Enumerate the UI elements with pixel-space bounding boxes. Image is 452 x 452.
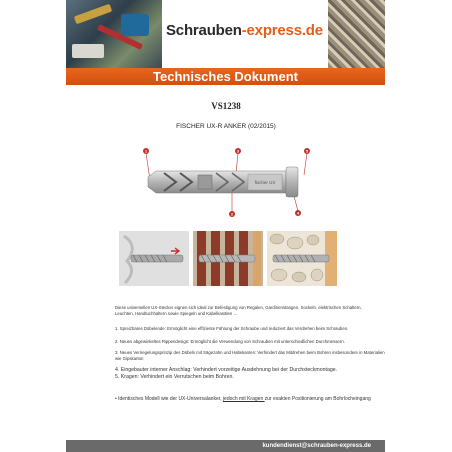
feature-1: 1. Spreizbares Dübelende: Ermöglicht eine effiziente Führung der Schraube und reduziert das Verdrehen beim Schrauben. bbox=[115, 326, 349, 331]
anchor-illustration bbox=[136, 145, 316, 220]
svg-text:5: 5 bbox=[305, 148, 309, 154]
feature-4: 4. Eingebauter interner Anschlag: Verhindert vorzeitige Ausdehnung bei der Durchsteckmontage. bbox=[115, 367, 338, 373]
logo-accent: -express.de bbox=[241, 22, 323, 39]
header bbox=[66, 0, 385, 68]
svg-text:3: 3 bbox=[236, 148, 240, 154]
svg-text:2: 2 bbox=[230, 211, 234, 217]
feature-3: 3. Neues Verriegelungsprinzip des Dübels mit Sägezahn und Haltekanten: Verhindert das Mitdrehen beim Bohren insbesondere in Materialien wie Gipskarton bbox=[115, 350, 385, 361]
drywall-photo bbox=[119, 231, 189, 286]
banner: Technisches Dokument bbox=[66, 68, 385, 85]
product-name: FISCHER UX-R ANKER (02/2015) bbox=[176, 123, 276, 130]
tools-photo bbox=[66, 0, 162, 68]
document-id: VS1238 bbox=[211, 101, 241, 111]
brick-photo bbox=[193, 231, 263, 286]
feature-2: 2. Neues abgewinkeltes Rippendesign: Ermöglicht die Verwendung von Schrauben mit unterschiedlichen Durchmessern. bbox=[115, 339, 345, 344]
stone-photo bbox=[267, 231, 337, 286]
footer bbox=[66, 440, 385, 452]
screws-photo bbox=[328, 0, 385, 68]
application-photos bbox=[119, 231, 337, 286]
feature-5: 5. Kragen: Verhindert ein Verrutschen beim Bohren. bbox=[115, 374, 234, 380]
svg-text:4: 4 bbox=[296, 210, 300, 216]
logo-main: Schrauben bbox=[166, 22, 242, 39]
intro-text: Diese universellen UX-Stecker eignen sich ideal zur Befestigung von Regalen, Gardinenstangen, Sockeln, elektrischen Schaltern, Leuchten, Handtuchhaltern sowie Spiegeln und Kabelkanälen ... bbox=[115, 305, 362, 316]
logo bbox=[166, 22, 323, 39]
model-note: • Identisches Modell wie der UX-Universalanker, jedoch mit Kragen zur exakten Positionierung am Bohrlocheingang bbox=[115, 396, 371, 402]
anchor-label: fischer UX bbox=[254, 180, 276, 185]
svg-text:1: 1 bbox=[144, 148, 148, 154]
footer-email[interactable]: kundendienst@schrauben-express.de bbox=[262, 443, 371, 449]
